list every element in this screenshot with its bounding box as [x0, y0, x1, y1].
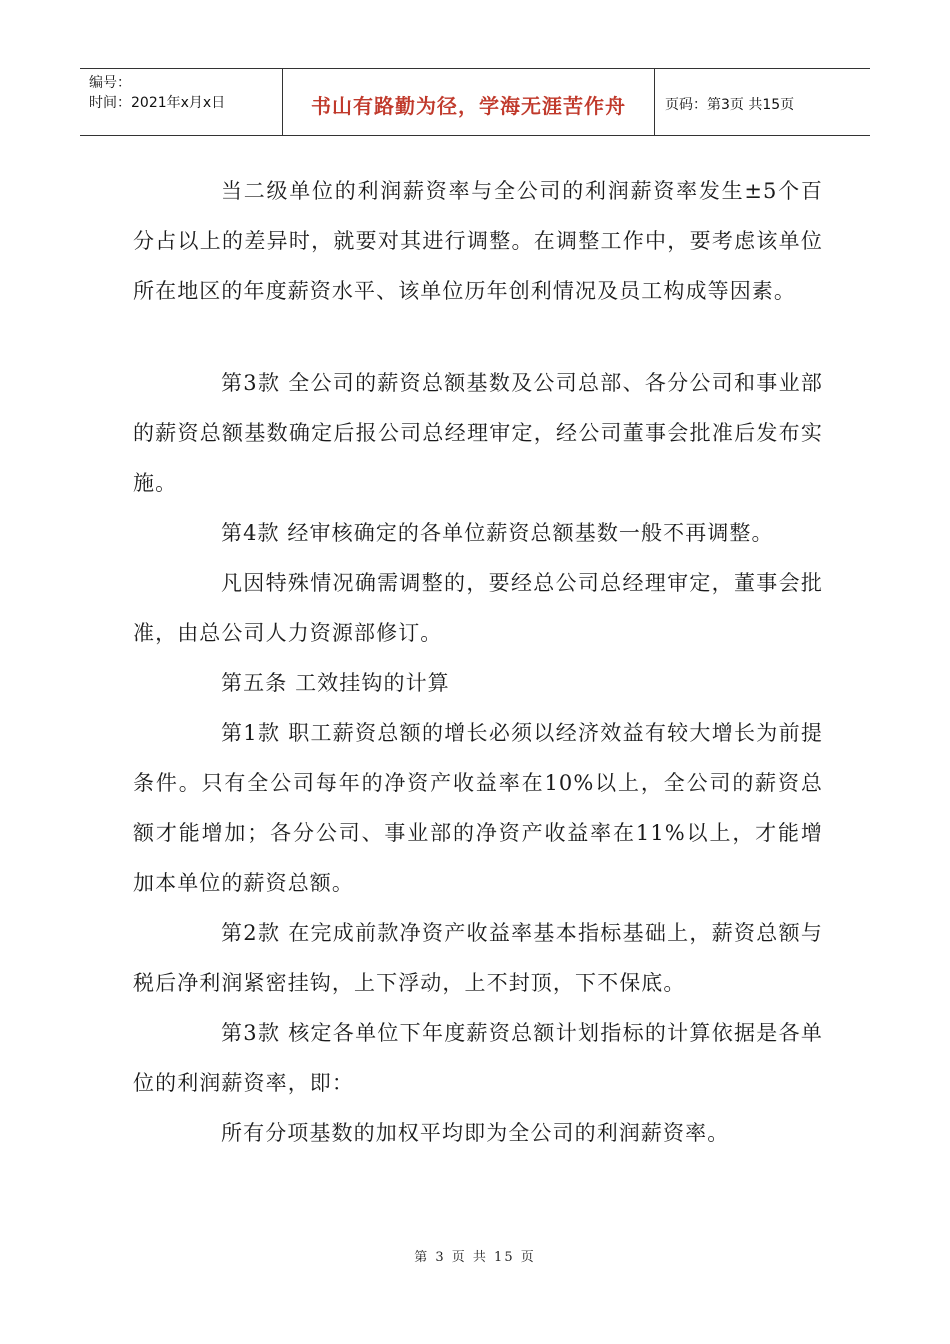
- body-paragraph: 第3款 核定各单位下年度薪资总额计划指标的计算依据是各单位的利润薪资率，即：: [133, 1021, 823, 1095]
- header-motto: 书山有路勤为径，学海无涯苦作舟: [283, 69, 655, 135]
- section-heading: 第五条 工效挂钩的计算: [221, 671, 450, 695]
- body-paragraph: 第2款 在完成前款净资产收益率基本指标基础上，薪资总额与税后净利润紧密挂钩，上下浮动，上不封顶，下不保底。: [133, 921, 823, 995]
- document-body: [133, 166, 823, 1158]
- body-paragraph: 第1款 职工薪资总额的增长必须以经济效益有较大增长为前提条件。只有全公司每年的净资产收益率在10%以上，全公司的薪资总额才能增加；各分公司、事业部的净资产收益率在11%以上，才能增加本单位的薪资总额。: [133, 721, 823, 895]
- header-meta: [80, 69, 283, 135]
- body-paragraph: 第3款 全公司的薪资总额基数及公司总部、各分公司和事业部的薪资总额基数确定后报公司总经理审定，经公司董事会批准后发布实施。: [133, 371, 823, 495]
- document-date: 时间：2021年x月x日: [89, 95, 226, 111]
- page-header: [80, 68, 870, 136]
- document-number-label: 编号：: [89, 75, 131, 91]
- page-footer: 第 3 页 共 15 页: [414, 1250, 536, 1265]
- body-paragraph: 所有分项基数的加权平均即为全公司的利润薪资率。: [221, 1121, 730, 1145]
- body-paragraph: 凡因特殊情况确需调整的，要经总公司总经理审定，董事会批准，由总公司人力资源部修订。: [133, 571, 823, 645]
- body-paragraph: 当二级单位的利润薪资率与全公司的利润薪资率发生±5个百分占以上的差异时，就要对其进行调整。在调整工作中，要考虑该单位所在地区的年度薪资水平、该单位历年创利情况及员工构成等因素。: [133, 179, 823, 303]
- header-page-info: 页码：第3页 共15页: [665, 97, 795, 113]
- paragraph-gap: [133, 316, 823, 358]
- body-paragraph: 第4款 经审核确定的各单位薪资总额基数一般不再调整。: [221, 521, 774, 545]
